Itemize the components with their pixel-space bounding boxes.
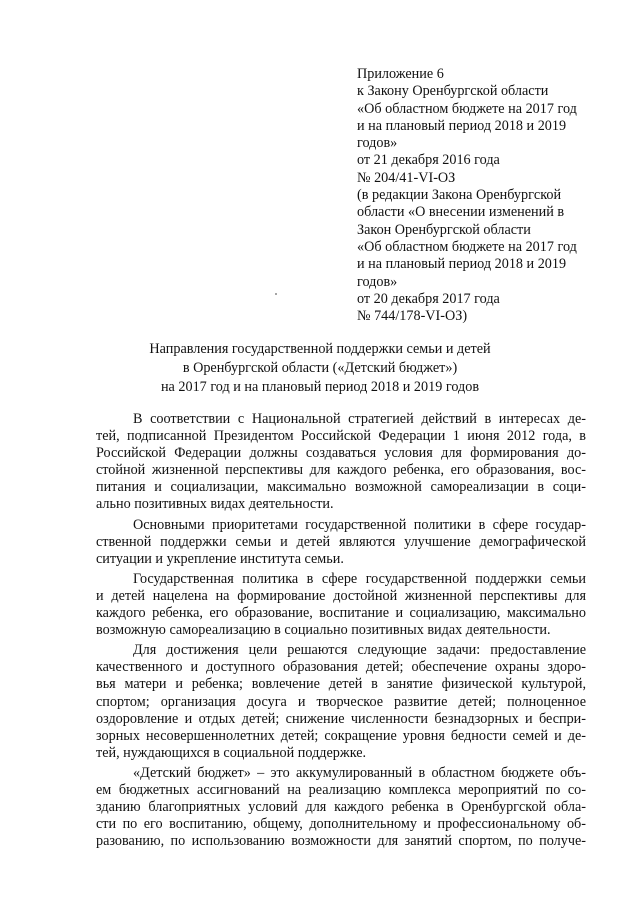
appendix-line: «Об областном бюджете на 2017 год [357,238,577,255]
body-line: ственной поддержки семьи и детей являются улучшение демографической [96,533,586,550]
body-paragraph [96,411,586,514]
document-heading [96,340,544,397]
body-line: зданию благоприятных условий для каждого ребенка в Оренбургской обла- [96,799,586,816]
appendix-line: области «О внесении изменений в [357,204,565,221]
appendix-line: (в редакции Закона Оренбургской [357,187,562,204]
body-line: сти по его воспитанию, общему, дополнительному и профессиональному об- [96,816,586,833]
body-paragraph [96,517,586,568]
appendix-line: и на плановый период 2018 и 2019 [357,117,567,134]
body-line: спортом; организация досуга и творческое развитие детей; полноценное [96,693,586,710]
body-line: возможную самореализацию в социально позитивных видах деятельности. [96,622,551,639]
appendix-line: № 744/178-VI-ОЗ) [357,308,468,325]
body-line: ситуации и укрепление института семьи. [96,550,344,567]
appendix-line: от 20 декабря 2017 года [357,290,500,307]
appendix-line: «Об областном бюджете на 2017 год [357,100,577,117]
body-line: каждого ребенка, его образование, воспитание и социализацию, максимально [96,605,586,622]
body-line: разованию, по использованию возможности для занятий спортом, по получе- [96,833,586,850]
appendix-line: Приложение 6 [357,66,444,82]
heading-line: в Оренбургской области («Детский бюджет») [182,360,458,376]
body-line: тей, нуждающихся в социальной поддержке. [96,744,367,761]
body-line: ально позитивных видах деятельности. [96,496,334,513]
appendix-line: от 21 декабря 2016 года [357,152,500,169]
appendix-line: годов» [357,273,398,290]
body-line: Основными приоритетами государственной политики в сфере государ- [133,516,586,533]
body-line: Российской Федерации должны создаваться условия для формирования до- [96,445,586,462]
appendix-reference-block [357,66,607,325]
heading-line: на 2017 год и на плановый период 2018 и 2019 годов [160,379,480,395]
scan-speck [275,293,277,295]
body-line: «Детский бюджет» – это аккумулированный в областном бюджете объ- [133,764,586,781]
body-line: качественного и доступного образования детей; обеспечение охраны здоро- [96,659,586,676]
appendix-line: годов» [357,135,398,152]
body-line: стойной жизненной перспективы для каждого ребенка, его образования, вос- [96,462,586,479]
body-line: ем бюджетных ассигнований на реализацию комплекса мероприятий по со- [96,781,586,798]
body-line: вья матери и ребенка; вовлечение детей в занятие физической культурой, [96,676,586,693]
body-paragraph [96,642,586,762]
body-line: Государственная политика в сфере государственной поддержки семьи [133,570,586,587]
appendix-line: и на плановый период 2018 и 2019 [357,256,567,273]
appendix-line: к Закону Оренбургской области [357,83,549,100]
body-line: питания и социализации, максимально возможной самореализации в соци- [96,479,586,496]
appendix-line: Закон Оренбургской области [357,221,531,238]
body-line: зорных несовершеннолетних детей; сокращение уровня бедности семей и де- [96,727,586,744]
body-line: оздоровление и отдых детей; снижение численности безнадзорных и беспри- [96,710,586,727]
document-body [96,411,586,853]
body-line: В соответствии с Национальной стратегией действий в интересах де- [133,411,586,427]
body-paragraph [96,571,586,639]
heading-line: Направления государственной поддержки семьи и детей [149,341,491,357]
body-line: тей, подписанной Президентом Российской Федерации 1 июня 2012 года, в [96,428,586,445]
appendix-line: № 204/41-VI-ОЗ [357,169,456,186]
body-line: и детей нацелена на формирование достойной жизненной перспективы для [96,587,586,604]
body-line: Для достижения цели решаются следующие задачи: предоставление [133,642,586,659]
body-paragraph [96,765,586,850]
